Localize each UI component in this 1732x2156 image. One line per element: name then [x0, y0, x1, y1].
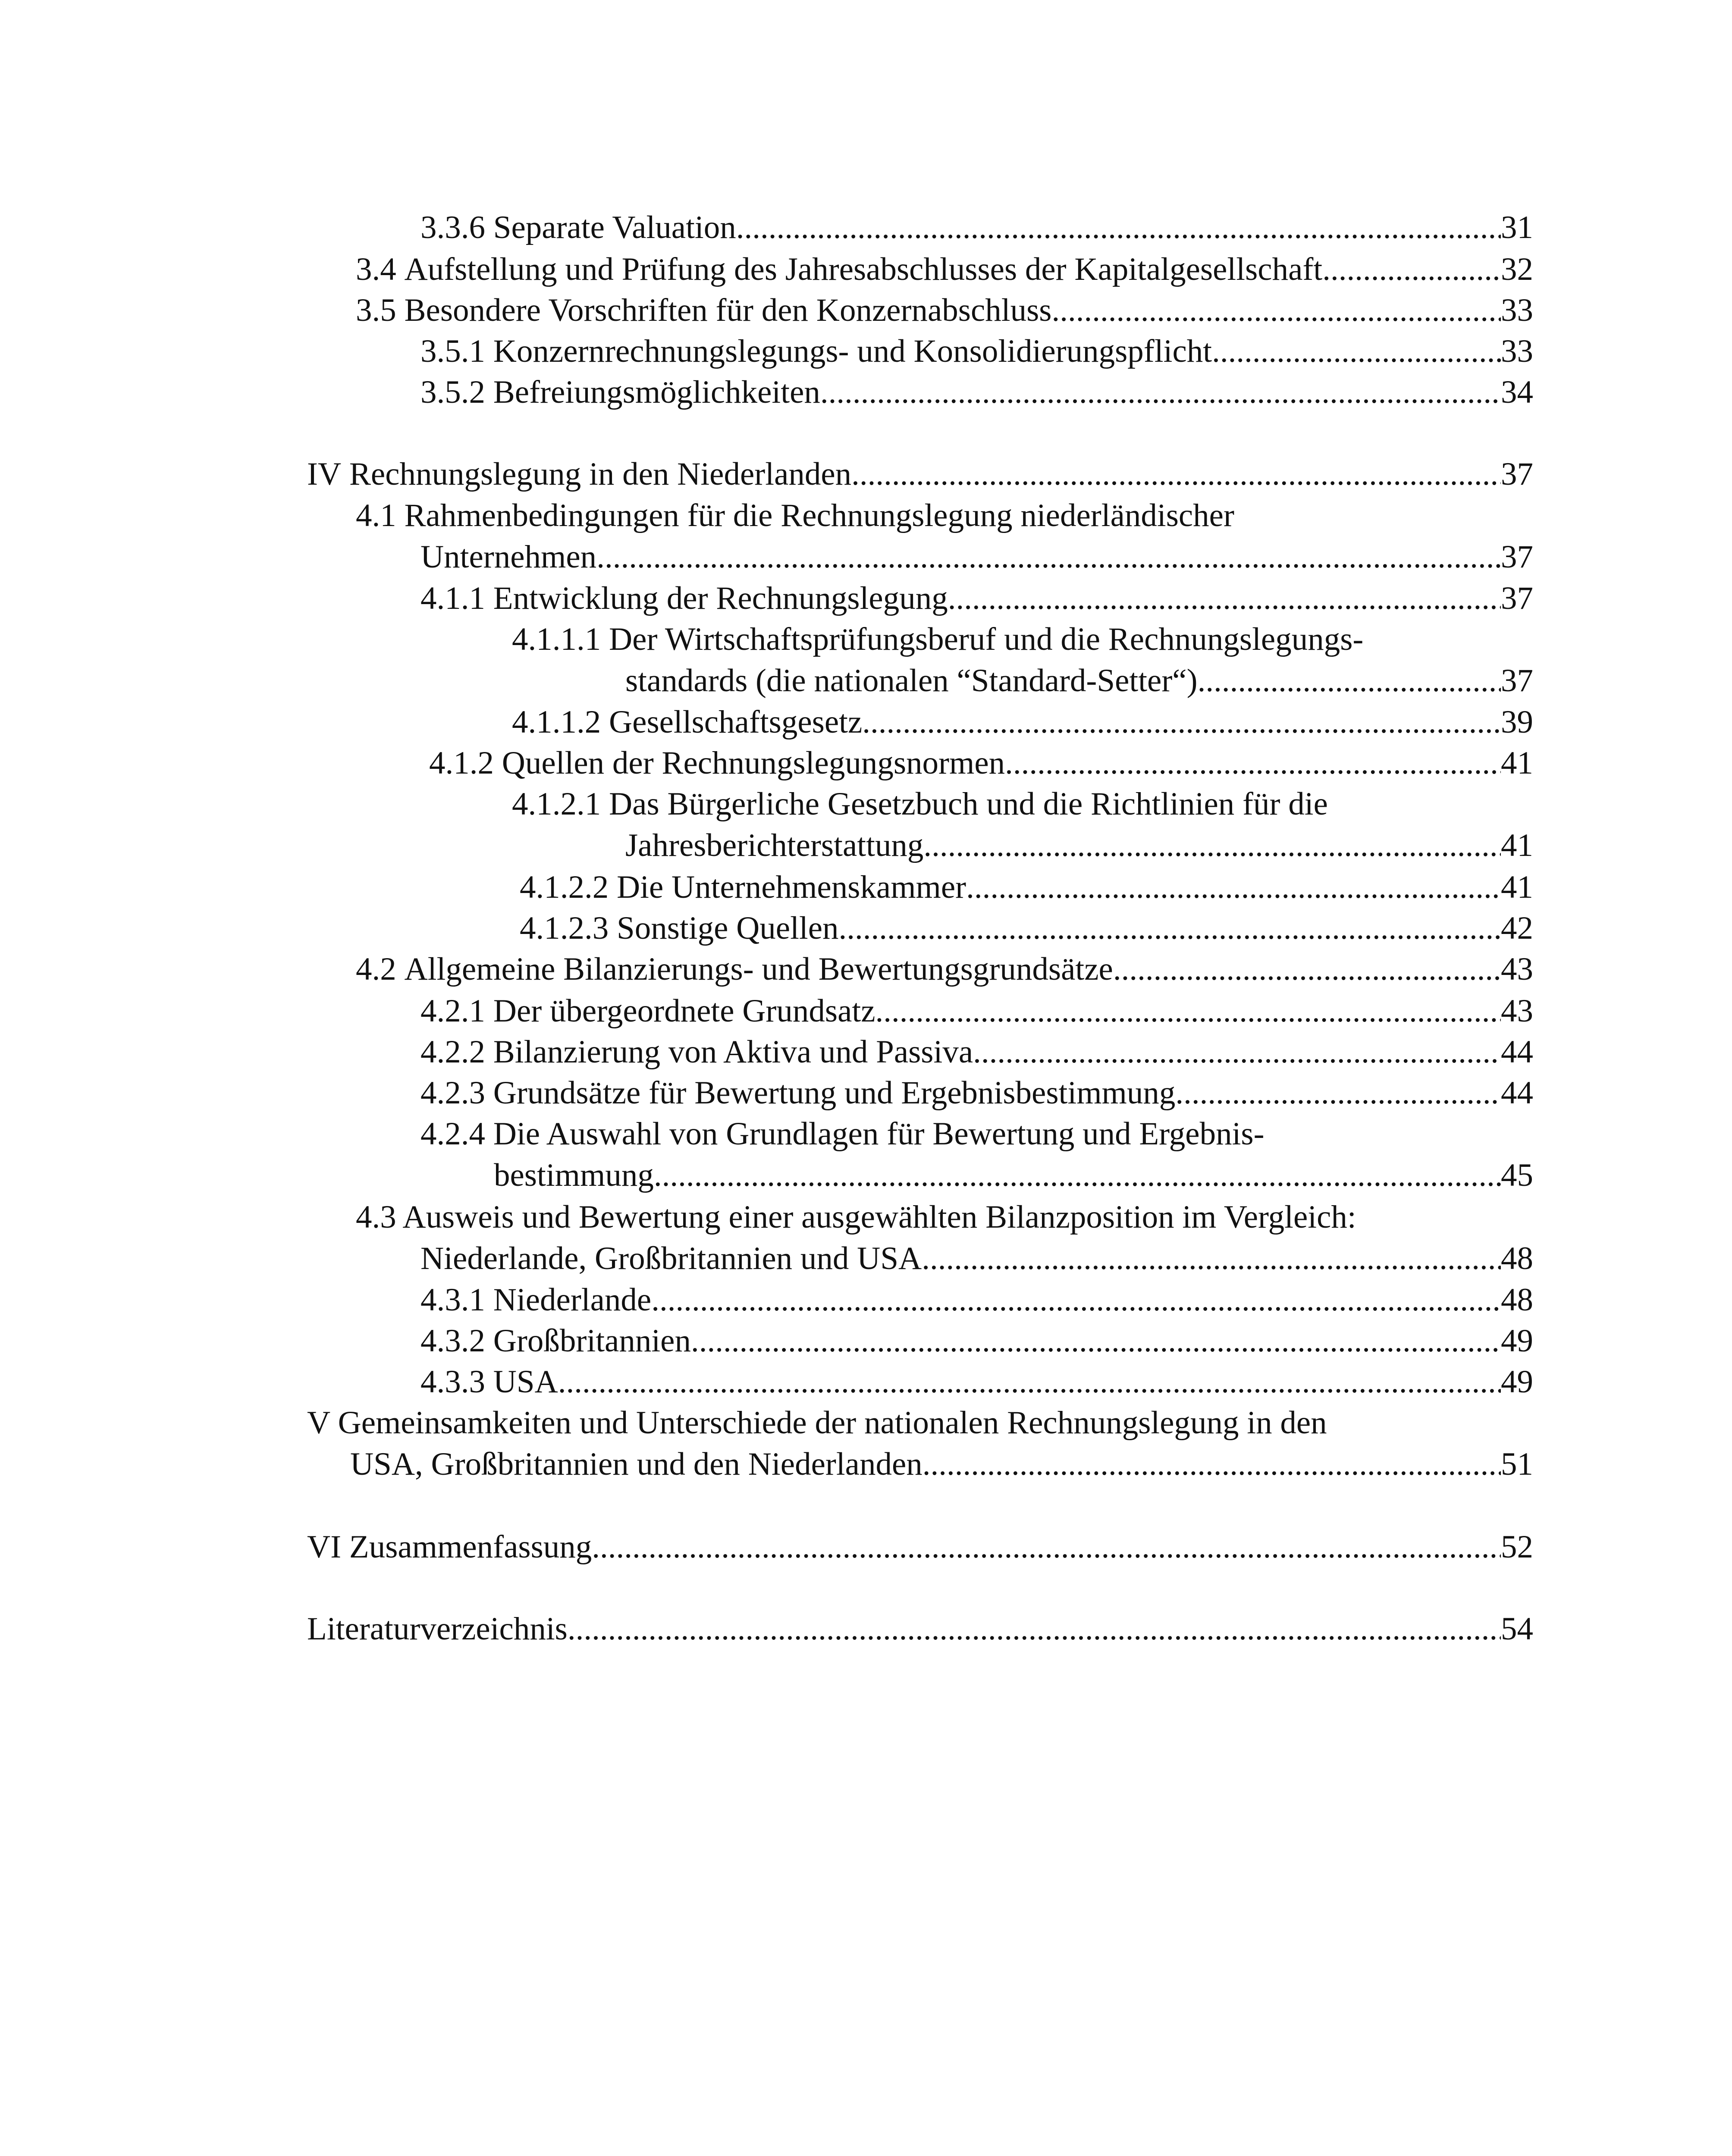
toc-entry-number: VI [307, 1529, 342, 1565]
toc-entry-line [420, 1279, 1533, 1321]
toc-entry-page-number: 49 [1501, 1364, 1533, 1400]
toc-entry-title: standards (die nationalen “Standard-Setter“) [625, 663, 1198, 699]
toc-entry-page-number: 37 [1501, 456, 1533, 492]
toc-entry-title: Der übergeordnete Grundsatz [493, 993, 875, 1029]
toc-entry-number: 4.3.3 [420, 1364, 485, 1400]
toc-entry-line [307, 1608, 1533, 1650]
toc-entry-number: 3.5 [356, 292, 396, 328]
toc-entry-number: 4.1.2 [429, 745, 494, 781]
toc-entry [0, 990, 1732, 1032]
toc-entry [0, 1320, 1732, 1362]
toc-entry [0, 1402, 1732, 1485]
toc-entry-line [307, 1526, 1533, 1568]
toc-entry [0, 1197, 1732, 1279]
toc-entry-title: Die Auswahl von Grundlagen für Bewertung und Ergebnis- [493, 1116, 1264, 1152]
toc-entry-title: Separate Valuation [493, 210, 736, 245]
toc-entry-first-line [307, 1402, 1327, 1444]
toc-entry [0, 372, 1732, 413]
toc-entry-line [420, 372, 1533, 413]
toc-entry-page-number: 43 [1501, 951, 1533, 987]
toc-entry [0, 783, 1732, 866]
toc-entry [0, 454, 1732, 495]
toc-entry-line [356, 949, 1533, 990]
toc-entry-line [307, 454, 1533, 495]
toc-entry-number: 4.1.2.1 [512, 786, 601, 822]
toc-entry-title: Befreiungsmöglichkeiten [493, 374, 820, 410]
toc-entry-line [494, 1155, 1533, 1196]
toc-entry-number: 4.2.3 [420, 1075, 485, 1111]
toc-entry-line [420, 207, 1533, 248]
toc-entry-number: 4.1.1 [420, 580, 485, 616]
toc-leader-dots [568, 1608, 1501, 1650]
toc-entry [0, 867, 1732, 908]
toc-entry-line [420, 331, 1533, 372]
toc-leader-dots [948, 578, 1501, 619]
toc-entry-line [520, 908, 1533, 949]
toc-entry-title: Literaturverzeichnis [307, 1611, 568, 1647]
toc-leader-dots [596, 536, 1501, 578]
toc-entry-title: USA [493, 1364, 558, 1400]
toc-entry-number: 4.2.1 [420, 993, 485, 1029]
toc-entry [0, 743, 1732, 784]
toc-entry-page-number: 52 [1501, 1529, 1533, 1565]
toc-entry-line [420, 536, 1533, 578]
toc-entry-line [420, 1072, 1533, 1114]
toc-entry-title: Allgemeine Bilanzierungs- und Bewertungsgrundsätze [404, 951, 1113, 987]
toc-entry [0, 207, 1732, 248]
toc-entry-number: 4.2.2 [420, 1034, 485, 1070]
toc-entry [0, 1031, 1732, 1073]
toc-entry-page-number: 43 [1501, 993, 1533, 1029]
toc-entry-page-number: 37 [1501, 539, 1533, 575]
toc-entry-line [520, 867, 1533, 908]
toc-entry-number: 4.3.2 [420, 1323, 485, 1359]
toc-entry-title: bestimmung [494, 1157, 654, 1193]
toc-entry-page-number: 44 [1501, 1075, 1533, 1111]
toc-entry-page-number: 41 [1501, 869, 1533, 905]
toc-entry [0, 290, 1732, 331]
toc-entry-page-number: 31 [1501, 210, 1533, 245]
toc-leader-dots [1212, 331, 1501, 372]
toc-leader-dots [558, 1361, 1501, 1403]
toc-entry-title: Jahresberichterstattung [625, 827, 924, 863]
toc-leader-dots [862, 702, 1501, 743]
toc-entry-title: Großbritannien [493, 1323, 691, 1359]
toc-leader-dots [651, 1279, 1501, 1321]
toc-entry-line [625, 660, 1533, 702]
toc-entry [0, 908, 1732, 949]
toc-entry-title: Entwicklung der Rechnungslegung [493, 580, 948, 616]
toc-entry [0, 331, 1732, 372]
toc-entry-page-number: 34 [1501, 374, 1533, 410]
toc-leader-dots [851, 454, 1501, 495]
toc-entry-number: 4.1.2.2 [520, 869, 609, 905]
toc-entry-number: IV [307, 456, 342, 492]
toc-entry-page-number: 48 [1501, 1282, 1533, 1318]
toc-entry-page-number: 54 [1501, 1611, 1533, 1647]
toc-entry-line [420, 1361, 1533, 1403]
toc-leader-dots [922, 1238, 1501, 1279]
toc-entry-first-line [356, 1197, 1356, 1238]
toc-entry-line [429, 743, 1533, 784]
toc-leader-dots [1322, 249, 1501, 290]
toc-entry-title: Der Wirtschaftsprüfungsberuf und die Rechnungslegungs- [609, 621, 1364, 657]
toc-entry-line [420, 1320, 1533, 1362]
toc-entry-number: V [307, 1405, 330, 1441]
toc-entry-title: Gesellschaftsgesetz [609, 704, 863, 740]
toc-entry-page-number: 37 [1501, 580, 1533, 616]
toc-entry-title: Zusammenfassung [349, 1529, 592, 1565]
toc-entry-number: 4.3 [356, 1199, 396, 1235]
toc-entry-title: Ausweis und Bewertung einer ausgewählten Bilanzposition im Vergleich: [402, 1199, 1356, 1235]
toc-entry-number: 3.4 [356, 251, 396, 287]
toc-entry [0, 702, 1732, 743]
toc-entry-page-number: 33 [1501, 292, 1533, 328]
toc-leader-dots [1005, 743, 1501, 784]
toc-entry-page-number: 44 [1501, 1034, 1533, 1070]
toc-entry-number: 3.5.2 [420, 374, 485, 410]
toc-entry-title: Bilanzierung von Aktiva und Passiva [493, 1034, 973, 1070]
toc-entry-title: Grundsätze für Bewertung und Ergebnisbestimmung [493, 1075, 1176, 1111]
toc-entry-title: Gemeinsamkeiten und Unterschiede der nationalen Rechnungslegung in den [338, 1405, 1327, 1441]
toc-entry-first-line [512, 619, 1363, 660]
toc-entry-page-number: 45 [1501, 1157, 1533, 1193]
toc-entry-line [420, 578, 1533, 619]
toc-entry-number: 4.2.4 [420, 1116, 485, 1152]
toc-entry [0, 1113, 1732, 1196]
toc-entry-first-line [420, 1113, 1264, 1155]
toc-entry-line [356, 290, 1533, 331]
toc-entry-number: 4.1.1.1 [512, 621, 601, 657]
toc-entry-number: 4.1.2.3 [520, 910, 609, 946]
toc-entry-page-number: 51 [1501, 1446, 1533, 1482]
toc-entry-page-number: 33 [1501, 333, 1533, 369]
toc-leader-dots [1175, 1072, 1501, 1114]
toc-entry-page-number: 32 [1501, 251, 1533, 287]
toc-entry-number: 3.5.1 [420, 333, 485, 369]
toc-entry-page-number: 48 [1501, 1241, 1533, 1276]
toc-entry [0, 1072, 1732, 1114]
toc-entry-title: Besondere Vorschriften für den Konzernabschluss [404, 292, 1052, 328]
toc-leader-dots [839, 908, 1501, 949]
toc-leader-dots [592, 1526, 1501, 1568]
toc-entry-page-number: 42 [1501, 910, 1533, 946]
toc-entry-number: 4.3.1 [420, 1282, 485, 1318]
toc-leader-dots [966, 867, 1501, 908]
toc-entry-first-line [512, 783, 1328, 825]
toc-leader-dots [1113, 949, 1501, 990]
toc-entry [0, 249, 1732, 290]
toc-entry-line [420, 1031, 1533, 1073]
toc-entry-page-number: 37 [1501, 663, 1533, 699]
toc-entry-title: Konzernrechnungslegungs- und Konsolidierungspflicht [493, 333, 1212, 369]
toc-entry-title: Das Bürgerliche Gesetzbuch und die Richtlinien für die [609, 786, 1328, 822]
toc-leader-dots [923, 825, 1501, 866]
toc-leader-dots [691, 1320, 1501, 1362]
toc-leader-dots [1198, 660, 1501, 702]
toc-leader-dots [922, 1444, 1501, 1485]
toc-entry-line [350, 1444, 1533, 1485]
toc-entry [0, 949, 1732, 990]
toc-entry-number: 4.1 [356, 498, 396, 533]
toc-entry [0, 495, 1732, 578]
toc-leader-dots [875, 990, 1501, 1032]
toc-entry-page-number: 41 [1501, 745, 1533, 781]
toc-entry [0, 619, 1732, 702]
toc-entry-title: Aufstellung und Prüfung des Jahresabschlusses der Kapitalgesellschaft [404, 251, 1323, 287]
toc-entry [0, 1361, 1732, 1403]
toc-entry-number: 4.1.1.2 [512, 704, 601, 740]
toc-entry-page-number: 39 [1501, 704, 1533, 740]
toc-entry-line [420, 1238, 1533, 1279]
toc-entry [0, 578, 1732, 619]
toc-entry-line [512, 702, 1533, 743]
toc-entry-line [625, 825, 1533, 866]
toc-entry [0, 1526, 1732, 1568]
toc-entry [0, 1279, 1732, 1321]
toc-entry-number: 3.3.6 [420, 210, 485, 245]
toc-entry-title: Rechnungslegung in den Niederlanden [349, 456, 852, 492]
toc-entry-page-number: 41 [1501, 827, 1533, 863]
toc-entry-title: Niederlande [493, 1282, 652, 1318]
toc-leader-dots [736, 207, 1501, 248]
toc-entry-title: Die Unternehmenskammer [617, 869, 966, 905]
toc-entry-title: Sonstige Quellen [617, 910, 839, 946]
toc-entry-title: Niederlande, Großbritannien und USA [420, 1241, 922, 1276]
toc-entry-page-number: 49 [1501, 1323, 1533, 1359]
toc-entry-title: Rahmenbedingungen für die Rechnungslegung niederländischer [404, 498, 1234, 533]
toc-entry-line [420, 990, 1533, 1032]
toc-leader-dots [820, 372, 1501, 413]
toc-entry-title: Unternehmen [420, 539, 597, 575]
toc-entry [0, 1608, 1732, 1650]
toc-entry-number: 4.2 [356, 951, 396, 987]
toc-entry-title: USA, Großbritannien und den Niederlanden [350, 1446, 922, 1482]
toc-leader-dots [973, 1031, 1501, 1073]
toc-leader-dots [654, 1155, 1501, 1196]
toc-entry-line [356, 249, 1533, 290]
toc-entry-first-line [356, 495, 1234, 536]
toc-leader-dots [1052, 290, 1501, 331]
toc-entry-title: Quellen der Rechnungslegungsnormen [502, 745, 1005, 781]
